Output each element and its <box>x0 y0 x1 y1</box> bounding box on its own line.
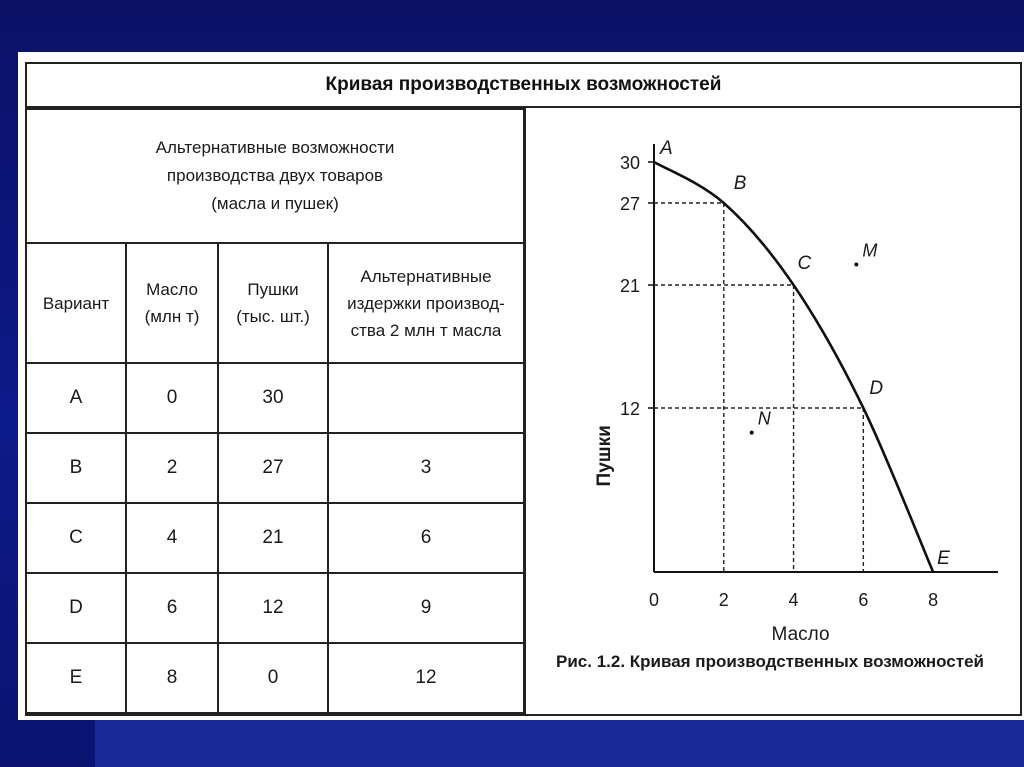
table-caption-line: Альтернативные возможности <box>155 138 395 157</box>
header-opportunity-cost <box>328 243 524 363</box>
header-variant <box>26 243 126 363</box>
x-tick-label: 4 <box>788 590 799 610</box>
y-tick-label: 21 <box>619 276 640 296</box>
point-label-n: N <box>757 408 771 429</box>
alternatives-table <box>25 108 525 714</box>
cell-butter: 0 <box>126 363 218 433</box>
header-guns <box>218 243 328 363</box>
point-label-m: M <box>862 240 878 261</box>
point-n-marker <box>750 431 754 435</box>
table-caption-line: (масла и пушек) <box>211 194 339 213</box>
table-row <box>26 363 524 433</box>
point-label-d: D <box>869 378 884 399</box>
cell-variant: A <box>26 363 126 433</box>
point-m-marker <box>854 263 858 267</box>
cell-guns: 0 <box>218 643 328 713</box>
cell-guns: 27 <box>218 433 328 503</box>
header-text: Масло <box>146 280 198 299</box>
slide-bottom-band <box>95 720 1024 767</box>
cell-variant: B <box>26 433 126 503</box>
cell-butter: 2 <box>126 433 218 503</box>
table-row <box>26 433 524 503</box>
cell-guns: 21 <box>218 503 328 573</box>
cell-butter: 6 <box>126 573 218 643</box>
cell-butter: 8 <box>126 643 218 713</box>
cell-variant: C <box>26 503 126 573</box>
point-label-e: E <box>937 548 950 569</box>
header-text: (тыс. шт.) <box>236 307 310 326</box>
cell-guns: 30 <box>218 363 328 433</box>
page-title: Кривая производственных возможностей <box>25 64 1022 108</box>
cell-cost: 9 <box>328 573 524 643</box>
point-label-a: A <box>660 138 673 159</box>
point-label-b: B <box>733 173 747 194</box>
cell-butter: 4 <box>126 503 218 573</box>
header-text: издержки производ- <box>347 293 505 313</box>
header-text: Альтернативные <box>360 266 492 286</box>
header-text: Вариант <box>42 293 110 313</box>
cell-cost: 3 <box>328 433 524 503</box>
cell-guns: 12 <box>218 573 328 643</box>
y-tick-label: 30 <box>619 153 640 173</box>
table-row <box>26 503 524 573</box>
ppf-chart-svg <box>526 108 1020 648</box>
cell-variant: E <box>26 643 126 713</box>
header-text: (млн т) <box>144 307 200 326</box>
x-tick-label: 2 <box>718 590 729 610</box>
table-caption-line: производства двух товаров <box>166 166 384 185</box>
y-tick-label: 12 <box>619 399 640 419</box>
x-tick-label: 6 <box>858 590 869 610</box>
header-text: Пушки <box>247 280 299 299</box>
y-tick-label: 27 <box>619 194 640 214</box>
header-butter <box>126 243 218 363</box>
table-caption <box>26 109 524 243</box>
cell-variant: D <box>26 573 126 643</box>
ppf-chart <box>526 108 1020 653</box>
table-row <box>26 573 524 643</box>
x-tick-label: 8 <box>928 590 939 610</box>
figure-caption: Рис. 1.2. Кривая производственных возможностей <box>556 652 984 671</box>
header-text: ства 2 млн т масла <box>350 320 502 340</box>
cell-cost <box>328 363 524 433</box>
cell-cost: 12 <box>328 643 524 713</box>
x-tick-label: 0 <box>648 590 660 610</box>
point-label-c: C <box>797 253 812 274</box>
x-axis-title: Масло <box>771 624 830 645</box>
table-row <box>26 643 524 713</box>
cell-cost: 6 <box>328 503 524 573</box>
y-axis-title: Пушки <box>594 425 615 487</box>
